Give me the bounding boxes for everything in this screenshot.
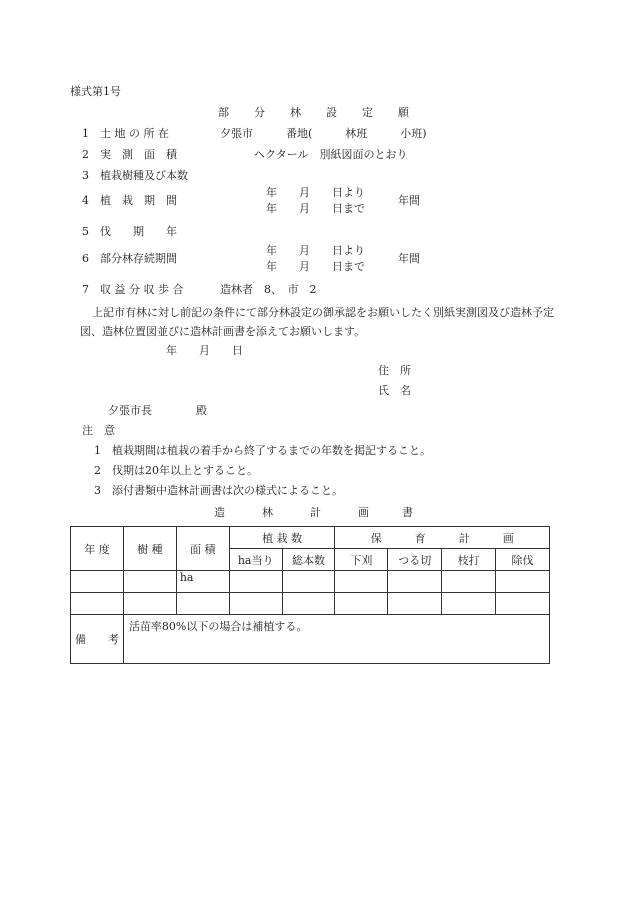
cell-pruning[interactable] (442, 593, 496, 615)
cell-species[interactable] (123, 571, 176, 593)
cell-total[interactable] (282, 571, 335, 593)
item-value: ヘクタール 別紙図面のとおり (254, 148, 408, 161)
item-label: 収 益 分 収 歩 合 (100, 283, 184, 296)
period-to: 年 月 日まで (266, 260, 365, 273)
cell-area[interactable] (176, 571, 229, 593)
cell-weeding[interactable] (335, 593, 388, 615)
item-number: 1 (82, 127, 89, 140)
plan-title-char: 書 (402, 506, 413, 519)
date-line: 年 月 日 (166, 344, 243, 357)
addressee: 夕張市長 殿 (108, 404, 207, 417)
table-header-row (71, 527, 550, 549)
header-care-plan: 保 育 計 画 (335, 527, 550, 549)
plan-title-char: 造 (214, 506, 225, 519)
period-years: 年間 (398, 252, 420, 265)
period-years: 年間 (398, 194, 420, 207)
title-char: 願 (398, 106, 409, 119)
item-label: 伐 期 年 (100, 225, 177, 238)
title-char: 定 (362, 106, 373, 119)
period-from: 年 月 日より (266, 186, 365, 199)
area-unit: ha (179, 571, 194, 584)
item-label: 部分林存続期間 (100, 252, 177, 265)
note-number: 3 (94, 484, 101, 497)
header-planting-count: 植 栽 数 (229, 527, 335, 549)
remarks-row (71, 615, 550, 664)
note-text: 植栽期間は植栽の着手から終了するまでの年数を掲記すること。 (112, 444, 431, 457)
cell-area[interactable] (176, 593, 229, 615)
cell-thinning[interactable] (496, 571, 550, 593)
cell-vine-cutting[interactable] (388, 593, 442, 615)
item-value: 夕張市 番地( 林班 小班) (220, 127, 427, 140)
item-label: 実 測 面 積 (100, 148, 177, 161)
subheader-weeding: 下刈 (335, 549, 388, 571)
name-label: 氏 名 (378, 384, 411, 397)
item-number: 2 (82, 148, 89, 161)
header-year: 年 度 (71, 527, 124, 571)
cell-thinning[interactable] (496, 593, 550, 615)
item-label: 土 地 の 所 在 (100, 127, 169, 140)
period-from: 年 月 日より (266, 244, 365, 257)
item-number: 5 (82, 225, 89, 238)
cell-pruning[interactable] (442, 571, 496, 593)
header-species: 樹 種 (123, 527, 176, 571)
title-char: 部 (218, 106, 229, 119)
subheader-total: 総本数 (282, 549, 335, 571)
subheader-thinning: 除伐 (496, 549, 550, 571)
header-area: 面 積 (176, 527, 229, 571)
table-row (71, 593, 550, 615)
subheader-vine-cutting: つる切 (388, 549, 442, 571)
form-number: 様式第1号 (70, 85, 121, 98)
cell-year[interactable] (71, 571, 124, 593)
address-label: 住 所 (378, 364, 411, 377)
note-number: 2 (94, 464, 101, 477)
cell-total[interactable] (282, 593, 335, 615)
item-number: 4 (82, 194, 89, 207)
remarks-label: 備 考 (71, 615, 124, 664)
cell-per-ha[interactable] (229, 593, 282, 615)
item-label: 植栽樹種及び本数 (100, 169, 188, 182)
planting-plan-table (70, 526, 550, 664)
note-text: 伐期は20年以上とすること。 (112, 464, 258, 477)
period-to: 年 月 日まで (266, 202, 365, 215)
cell-year[interactable] (71, 593, 124, 615)
table-row (71, 571, 550, 593)
title-char: 林 (290, 106, 301, 119)
plan-title-char: 林 (262, 506, 273, 519)
remarks-text: 活苗率80%以下の場合は補植する。 (123, 615, 549, 664)
cell-per-ha[interactable] (229, 571, 282, 593)
note-number: 1 (94, 444, 101, 457)
application-text: 上記市有林に対し前記の条件にて部分林設定の御承認をお願いしたく別紙実測図及び造林予定図、造林位置図並びに造林計画書を添えてお願いします。 (80, 306, 554, 338)
note-text: 添付書類中造林計画書は次の様式によること。 (112, 484, 343, 497)
subheader-pruning: 枝打 (442, 549, 496, 571)
title-char: 分 (254, 106, 265, 119)
cell-weeding[interactable] (335, 571, 388, 593)
cell-vine-cutting[interactable] (388, 571, 442, 593)
plan-title-char: 画 (358, 506, 369, 519)
item-value: 造林者 8、 市 2 (220, 283, 317, 296)
item-number: 7 (82, 283, 89, 296)
title-char: 設 (326, 106, 337, 119)
plan-title-char: 計 (310, 506, 321, 519)
cell-species[interactable] (123, 593, 176, 615)
notes-heading: 注 意 (82, 424, 115, 437)
item-number: 6 (82, 252, 89, 265)
item-number: 3 (82, 169, 89, 182)
item-label: 植 栽 期 間 (100, 194, 177, 207)
subheader-per-ha: ha当り (229, 549, 282, 571)
